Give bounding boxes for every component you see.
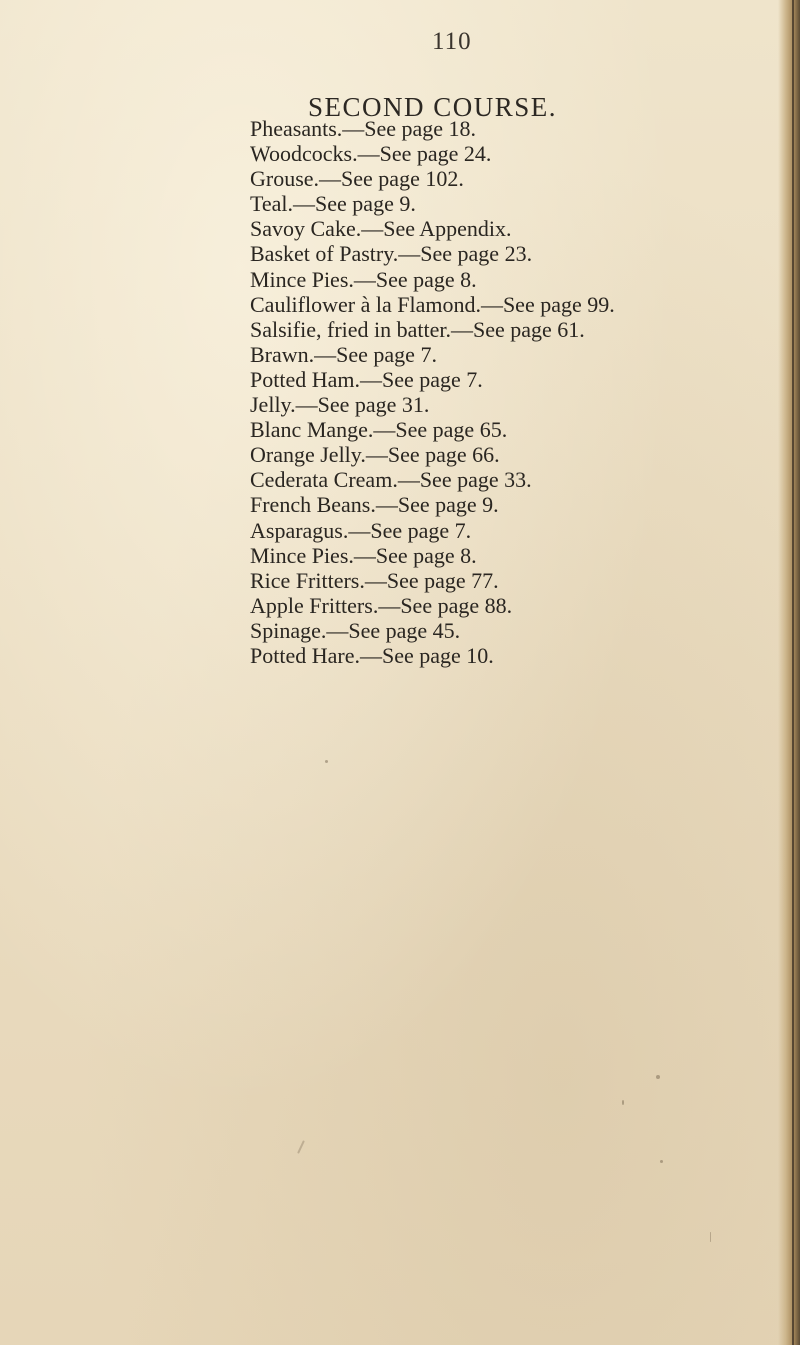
menu-entry: French Beans.—See page 9. bbox=[250, 492, 499, 518]
menu-entry: Mince Pies.—See page 8. bbox=[250, 542, 477, 568]
menu-entry: Rice Fritters.—See page 77. bbox=[250, 567, 499, 593]
menu-entry: Potted Ham.—See page 7. bbox=[250, 366, 483, 392]
paper-speck bbox=[622, 1100, 624, 1105]
paper-speck bbox=[710, 1232, 711, 1242]
menu-entry: Potted Hare.—See page 10. bbox=[250, 642, 494, 668]
menu-entry: Orange Jelly.—See page 66. bbox=[250, 442, 500, 468]
page-number: 110 bbox=[432, 28, 472, 55]
menu-entry: Woodcocks.—See page 24. bbox=[250, 141, 492, 167]
menu-entry: Brawn.—See page 7. bbox=[250, 341, 437, 367]
paper-speck bbox=[660, 1160, 663, 1163]
menu-entry: Asparagus.—See page 7. bbox=[250, 517, 472, 543]
menu-entry: Blanc Mange.—See page 65. bbox=[250, 417, 508, 443]
menu-entry-list bbox=[250, 116, 615, 668]
paper-speck bbox=[297, 1140, 305, 1154]
menu-entry: Grouse.—See page 102. bbox=[250, 166, 464, 192]
menu-entry: Pheasants.—See page 18. bbox=[250, 116, 477, 141]
menu-entry: Apple Fritters.—See page 88. bbox=[250, 592, 513, 618]
paper-speck bbox=[325, 760, 328, 763]
menu-entry: Mince Pies.—See page 8. bbox=[250, 266, 477, 292]
page-edge-shadow bbox=[778, 0, 800, 1345]
paper-speck bbox=[656, 1075, 660, 1079]
menu-entry: Cauliflower à la Flamond.—See page 99. bbox=[250, 291, 615, 317]
menu-entry: Spinage.—See page 45. bbox=[250, 617, 461, 643]
menu-entry: Cederata Cream.—See page 33. bbox=[250, 467, 532, 493]
menu-entry: Savoy Cake.—See Appendix. bbox=[250, 216, 512, 242]
menu-entry: Salsifie, fried in batter.—See page 61. bbox=[250, 316, 585, 342]
menu-entry: Teal.—See page 9. bbox=[250, 191, 416, 217]
menu-entry: Basket of Pastry.—See page 23. bbox=[250, 241, 533, 267]
section-heading: SECOND COURSE. bbox=[308, 92, 558, 122]
menu-entry: Jelly.—See page 31. bbox=[250, 392, 430, 418]
